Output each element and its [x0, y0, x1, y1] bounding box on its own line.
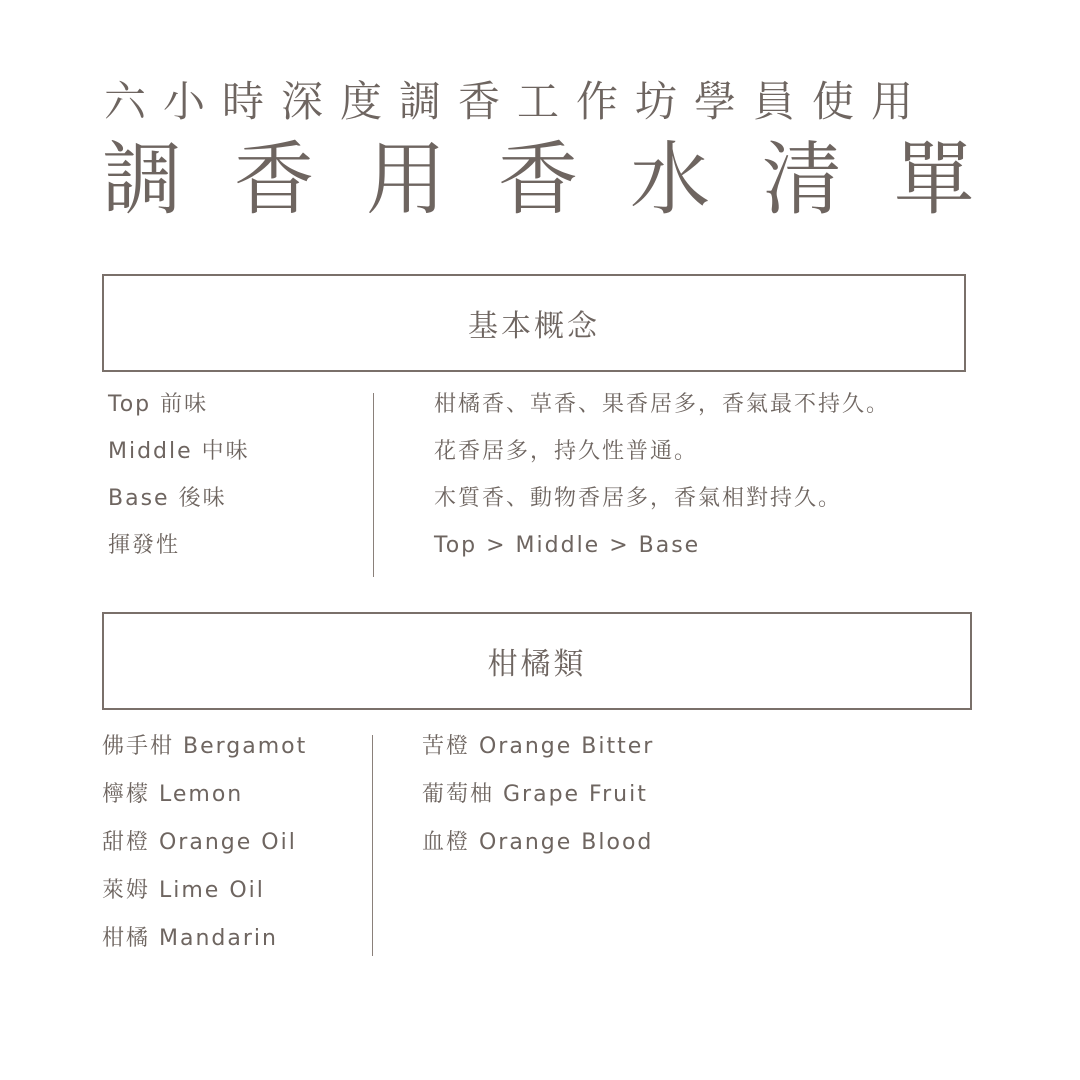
- list-item: 檸檬 Lemon: [102, 782, 244, 807]
- concept-description: Top > Middle > Base: [434, 533, 701, 558]
- concept-description: 柑橘香、草香、果香居多，香氣最不持久。: [434, 392, 891, 417]
- page-title: 調香用香水清單: [102, 133, 1026, 226]
- list-item: 佛手柑 Bergamot: [102, 734, 308, 759]
- concept-term: Top 前味: [108, 392, 209, 417]
- list-item: 血橙 Orange Blood: [422, 830, 654, 855]
- list-item: 柑橘 Mandarin: [102, 926, 278, 951]
- column-divider: [372, 735, 373, 956]
- concept-term: 揮發性: [108, 533, 181, 558]
- concept-description: 木質香、動物香居多，香氣相對持久。: [434, 486, 843, 511]
- subtitle: 六小時深度調香工作坊學員使用: [104, 77, 931, 126]
- section-heading-citrus: [102, 612, 972, 710]
- list-item: 萊姆 Lime Oil: [102, 878, 265, 903]
- list-item: 苦橙 Orange Bitter: [422, 734, 655, 759]
- concept-description: 花香居多，持久性普通。: [434, 439, 699, 464]
- concept-term: Middle 中味: [108, 439, 250, 464]
- list-item: 甜橙 Orange Oil: [102, 830, 297, 855]
- section-heading-label: 柑橘類: [487, 647, 587, 682]
- column-divider: [373, 393, 374, 577]
- list-item: 葡萄柚 Grape Fruit: [422, 782, 648, 807]
- section-heading-basic-concepts: [102, 274, 966, 372]
- concept-term: Base 後味: [108, 486, 227, 511]
- section-heading-label: 基本概念: [468, 309, 600, 344]
